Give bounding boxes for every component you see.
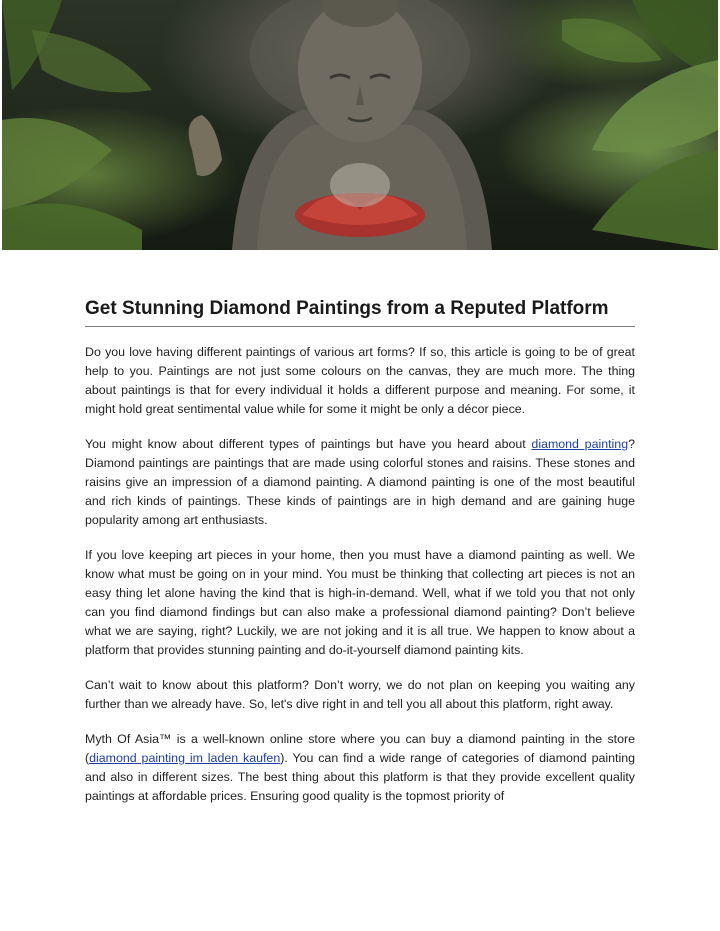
paragraph-1: Do you love having different paintings of various art forms? If so, this article is going to be of great help to you. Paintings are not just some colours on the canvas, they are much more. The thing about paintings is that for every individual it holds a different purpose and meaning. For some, it might hold great sentimental value while for some it might be only a décor piece. (85, 345, 635, 416)
paragraph-2-text-end: ? Diamond paintings are paintings that are made using colorful stones and raisins. These stones and raisins give an impression of a diamond painting. A diamond painting is one of the most beautiful and rich kinds of paintings. These kinds of paintings are in high demand and are gaining huge popularity among art enthusiasts. (85, 437, 635, 527)
paragraph-5 (85, 730, 635, 806)
paragraph-5-text-end: ). You can find a wide range of categories of diamond painting and also in different sizes. The best thing about this platform is that they provide excellent quality paintings at affordable prices. Ensuring good quality is the topmost priority of (85, 751, 635, 803)
paragraph-2-text-start: You might know about different types of paintings but have you heard about (85, 437, 532, 451)
article (85, 296, 635, 806)
paragraph-5-text-start: Myth Of Asia™ is a well-known online store where you can buy a diamond painting in the store ( (85, 732, 635, 765)
diamond-painting-store-link[interactable]: diamond painting im laden kaufen (89, 751, 281, 765)
paragraph-2 (85, 435, 635, 530)
diamond-painting-link[interactable]: diamond painting (531, 437, 629, 451)
article-title: Get Stunning Diamond Paintings from a Reputed Platform (85, 296, 635, 327)
buddha-statue-illustration (2, 0, 718, 250)
paragraph-3: If you love keeping art pieces in your home, then you must have a diamond painting as well. We know what must be going on in your mind. You must be thinking that collecting art pieces is not an easy thing let alone having the kind that is high-in-demand. Well, what if we told you that not only can you find diamond findings but can also make a professional diamond painting? Don’t believe what we are saying, right? Luckily, we are not joking and it is all true. We happen to know about a platform that provides stunning painting and do-it-yourself diamond painting kits. (85, 548, 635, 657)
paragraph-4: Can’t wait to know about this platform? Don’t worry, we do not plan on keeping you waiting any further than we already have. So, let's dive right in and tell you all about this platform, right away. (85, 678, 635, 711)
hero-image (2, 0, 718, 250)
